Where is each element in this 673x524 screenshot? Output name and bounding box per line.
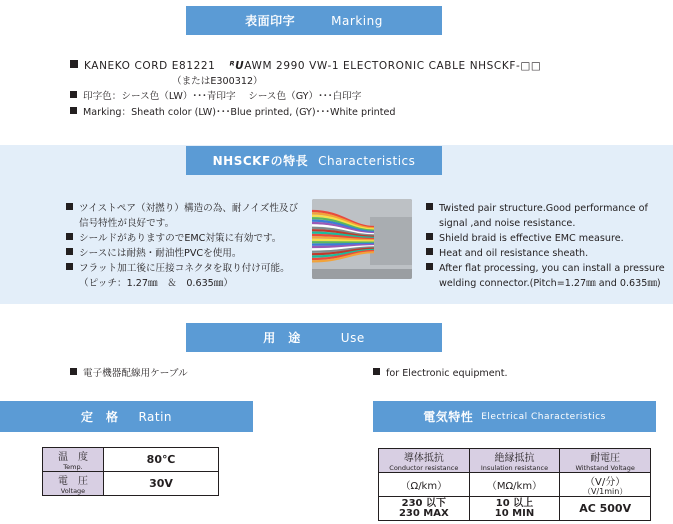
bullet-icon — [70, 91, 77, 98]
rating-voltage-jp: 電 圧 — [58, 476, 88, 487]
list-item-text: After flat processing, you can install a pressure — [439, 263, 665, 274]
table-row — [43, 448, 219, 472]
list-item-text: Heat and oil resistance sheath. — [439, 248, 589, 259]
characteristics-header — [186, 146, 442, 175]
list-item-text: 信号特性が良好です。 — [79, 218, 175, 229]
table-row — [43, 472, 219, 496]
marking-header-jp: 表面印字 — [245, 14, 296, 28]
characteristics-header-en: Characteristics — [318, 153, 416, 168]
list-item — [66, 261, 311, 291]
marking-line-4: Marking：Sheath color (LW)･･･Blue printed, (GY)･･･White printed — [70, 107, 396, 119]
marking-awm-text: AWM 2990 VW-1 ELECTORONIC CABLE NHSCKF-□□ — [244, 60, 542, 72]
conductor-resistance-value: 230 以下 — [401, 497, 446, 509]
withstand-voltage-en: Withstand Voltage — [575, 464, 635, 472]
electrical-table — [378, 448, 651, 521]
table-row — [379, 497, 651, 521]
list-item — [426, 231, 673, 246]
use-jp: 電子機器配線用ケーブル — [70, 368, 188, 380]
bullet-icon — [66, 263, 73, 270]
rating-voltage-value: 30V — [104, 472, 219, 496]
cable-image — [312, 199, 412, 279]
bullet-icon — [70, 368, 77, 375]
bullet-icon — [426, 248, 433, 255]
bullet-icon — [70, 60, 78, 68]
insulation-resistance-value-en: 10 MIN — [494, 507, 535, 519]
withstand-voltage-unit-en: （V/1min） — [582, 487, 628, 496]
marking-header-en: Marking — [331, 13, 383, 28]
insulation-resistance-jp: 絶縁抵抗 — [494, 453, 535, 464]
rating-header — [0, 401, 253, 432]
conductor-resistance-en: Conductor resistance — [389, 464, 459, 472]
list-item-text: シールドがありますのでEMC対策に有効です。 — [79, 233, 282, 244]
use-header-jp: 用 途 — [263, 331, 301, 345]
bullet-icon — [70, 107, 77, 114]
rating-header-jp: 定 格 — [80, 410, 119, 424]
bullet-icon — [373, 368, 380, 375]
marking-line-3: 印字色：シース色（LW）･･･青印字 シース色（GY）･･･白印字 — [70, 91, 361, 103]
list-item — [66, 231, 311, 246]
list-item — [66, 201, 311, 231]
marking-line-1 — [70, 60, 541, 72]
rating-header-en: Ratin — [138, 409, 173, 424]
electrical-header — [373, 401, 656, 432]
list-item — [426, 246, 673, 261]
list-item-text: シースには耐熱・耐油性PVCを使用。 — [79, 248, 242, 259]
rating-table — [42, 447, 219, 496]
withstand-voltage-jp: 耐電圧 — [590, 453, 621, 464]
characteristics-jp-list — [66, 201, 311, 291]
bullet-icon — [426, 203, 433, 210]
electrical-header-jp: 電気特性 — [423, 410, 474, 424]
rating-temp-value: 80℃ — [104, 448, 219, 472]
bullet-icon — [66, 248, 73, 255]
list-item — [66, 246, 311, 261]
list-item-text: フラット加工後に圧接コネクタを取り付け可能。 — [79, 263, 290, 274]
bullet-icon — [66, 233, 73, 240]
cable-photo-icon — [312, 199, 412, 279]
rating-temp-en: Temp. — [63, 463, 83, 471]
marking-line-2: （またはE300312） — [172, 76, 263, 87]
conductor-resistance-value-en: 230 MAX — [398, 507, 449, 519]
characteristics-header-jp: NHSCKFの特長 — [212, 154, 309, 168]
rating-voltage-en: Voltage — [60, 487, 86, 495]
bullet-icon — [426, 263, 433, 270]
insulation-resistance-en: Insulation resistance — [480, 464, 549, 472]
table-row — [379, 449, 651, 473]
list-item-text: ツイストペア（対撚り）構造の為、耐ノイズ性及び — [79, 203, 299, 214]
rating-temp-jp: 温 度 — [58, 452, 88, 463]
conductor-resistance-jp: 導体抵抗 — [403, 453, 444, 464]
use-header — [186, 323, 442, 352]
insulation-resistance-value: 10 以上 — [495, 497, 534, 509]
list-item — [426, 261, 673, 291]
electrical-header-en: Electrical Characteristics — [481, 411, 606, 422]
list-item-text: signal ,and noise resistance. — [439, 218, 576, 229]
withstand-voltage-unit: （V/分） — [585, 477, 626, 488]
use-header-en: Use — [340, 330, 365, 345]
table-row — [379, 473, 651, 497]
bullet-icon — [66, 203, 73, 210]
list-item-text: welding connector.(Pitch=1.27㎜ and 0.635㎜) — [439, 278, 661, 289]
marking-header — [186, 6, 442, 35]
list-item — [426, 201, 673, 231]
use-en: for Electronic equipment. — [373, 368, 508, 380]
bullet-icon — [426, 233, 433, 240]
list-item-text: （ピッチ：1.27㎜ ＆ 0.635㎜） — [79, 278, 233, 289]
characteristics-en-list — [426, 201, 673, 291]
withstand-voltage-value: AC 500V — [560, 497, 651, 521]
conductor-resistance-unit: （Ω/km） — [379, 473, 470, 497]
list-item-text: Twisted pair structure.Good performance of — [439, 203, 648, 214]
list-item-text: Shield braid is effective EMC measure. — [439, 233, 624, 244]
insulation-resistance-unit: （MΩ/km） — [469, 473, 560, 497]
marking-cord-text: KANEKO CORD E81221 — [84, 60, 216, 72]
ul-mark-icon: ᴿU — [229, 60, 245, 72]
